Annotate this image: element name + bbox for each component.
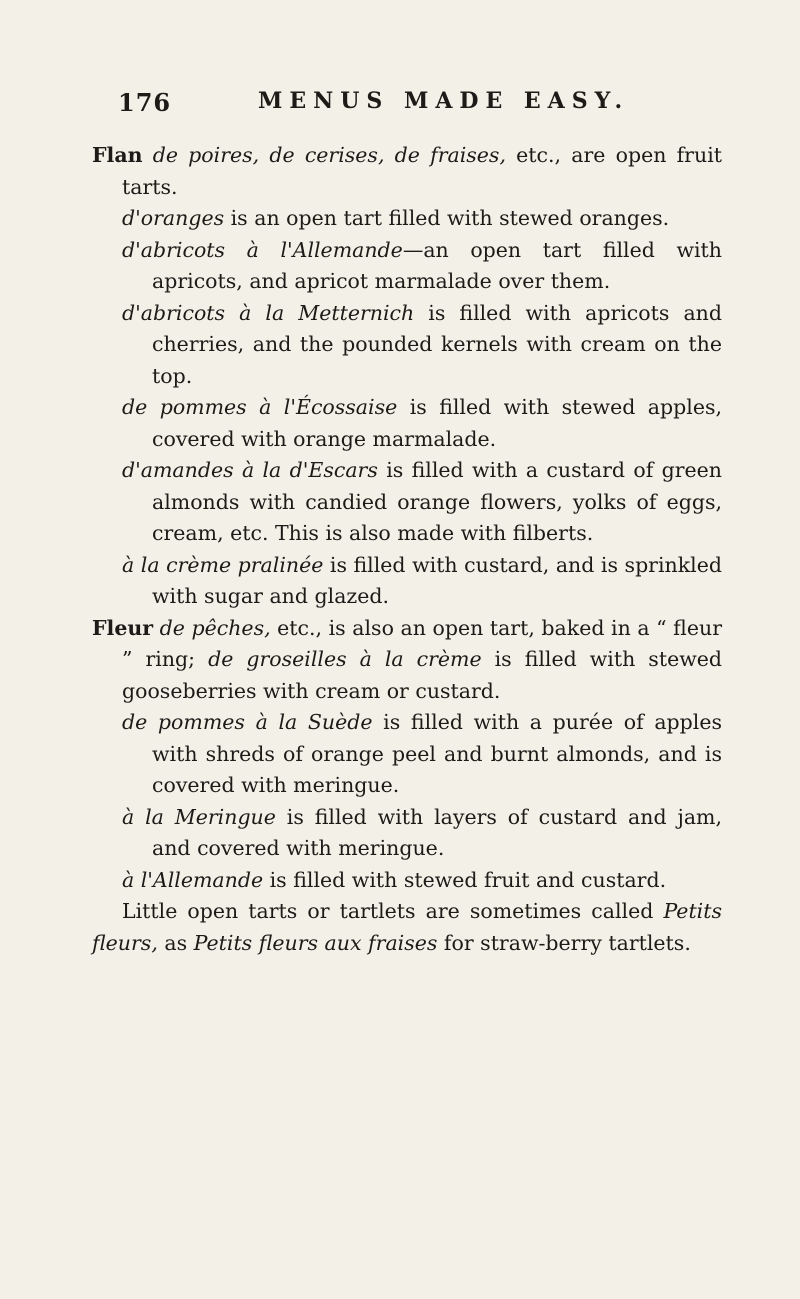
dish-name: à l'Allemande (122, 867, 264, 892)
entry-petits-fleurs (92, 896, 722, 959)
dish-description: —an open tart filled with apricots, and apricot marmalade over them. (152, 237, 722, 293)
entry-lead: Flan (92, 143, 143, 167)
paragraph-text-3: for straw-berry tartlets. (437, 930, 691, 955)
entry-amandes-escars (92, 455, 722, 550)
dish-name: d'oranges (122, 206, 225, 230)
paragraph-text: Little open tarts or tartlets are sometimes called (122, 899, 664, 923)
dish-name: Petits fleurs, (92, 899, 722, 955)
page-header (118, 88, 718, 128)
dish-description: is filled with stewed fruit and custard. (263, 867, 667, 892)
running-head: MENUS MADE EASY. (258, 88, 630, 114)
dish-name: d'abricots à l'Allemande (122, 237, 403, 262)
entry-fleur (92, 613, 722, 708)
dish-name-secondary: Petits fleurs aux fraises (193, 930, 438, 955)
dish-description: is filled with custard, and is sprinkled with sugar and glazed. (152, 552, 722, 608)
entry-allemande (92, 865, 722, 897)
dish-description-secondary: is filled with stewed gooseberries with cream or custard. (122, 647, 722, 703)
dish-name: de pommes à la Suède (122, 710, 373, 734)
dish-description: is filled with a purée of apples with shreds of orange peel and burnt almonds, and is covered with meringue. (152, 710, 722, 797)
entry-meringue (92, 802, 722, 865)
entry-abricots-allemande (92, 235, 722, 298)
dish-description: is an open tart filled with stewed oranges. (224, 206, 670, 230)
dish-description: is filled with stewed apples, covered with orange marmalade. (152, 395, 722, 451)
entry-pommes-suede (92, 707, 722, 802)
dish-description: etc., is also an open tart, baked in a “ fleur ” ring; (122, 615, 722, 671)
dish-name: à la crème pralinée (122, 552, 324, 577)
entry-pommes-ecossaise (92, 392, 722, 455)
dish-name: de poires, de cerises, de fraises, (152, 143, 506, 167)
dish-description: is filled with apricots and cherries, and the pounded kernels with cream on the top. (152, 300, 722, 388)
entry-lead: Fleur (92, 615, 154, 640)
dish-description: is filled with a custard of green almonds with candied orange flowers, yolks of eggs, cream, etc. This is also made with filberts. (152, 458, 723, 545)
page-number: 176 (118, 88, 172, 117)
page-body (92, 140, 722, 959)
dish-description: etc., are open fruit tarts. (122, 143, 722, 199)
entry-abricots-metternich (92, 298, 722, 393)
dish-name: d'amandes à la d'Escars (122, 458, 378, 482)
entry-creme-pralinee (92, 550, 722, 613)
dish-name: à la Meringue (122, 804, 276, 829)
entry-flan (92, 140, 722, 203)
dish-name: de pêches, (159, 615, 271, 640)
dish-name: d'abricots à la Metternich (122, 300, 415, 325)
entry-oranges (92, 203, 722, 235)
dish-name: de pommes à l'Écossaise (122, 395, 398, 419)
dish-name-secondary: de groseilles à la crème (208, 647, 482, 671)
dish-description: is filled with layers of custard and jam, and covered with meringue. (152, 804, 723, 860)
paragraph-text-2: as (157, 930, 194, 955)
